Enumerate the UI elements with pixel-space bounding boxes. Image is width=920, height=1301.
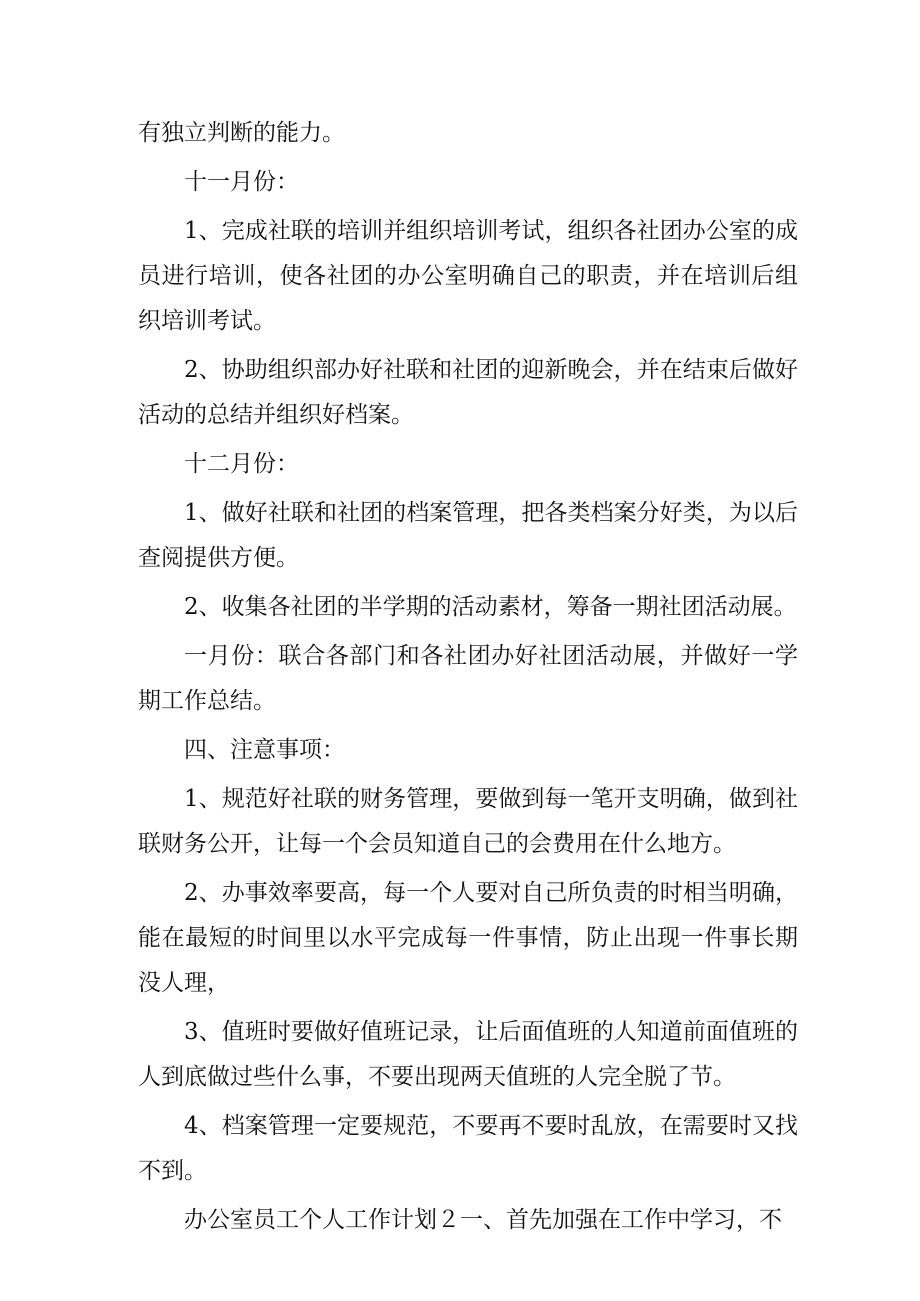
section-heading-notes: 四、注意事项： [184,737,345,763]
paragraph-notes-item-4: 4、档案管理一定要规范，不要再不要时乱放，在需要时又找不到。 [138,1113,798,1184]
paragraph-november-item-1: 1、完成社联的培训并组织培训考试，组织各社团办公室的成员进行培训，使各社团的办公室明确自己的职责，并在培训后组织培训考试。 [138,218,798,334]
paragraph-plan-2-start: 办公室员工个人工作计划２一、首先加强在工作中学习，不 [184,1207,782,1233]
paragraph-january: 一月份：联合各部门和各社团办好社团活动展，并做好一学期工作总结。 [138,643,798,714]
section-heading-november: 十一月份： [184,169,299,195]
paragraph-november-item-2: 2、协助组织部办好社联和社团的迎新晚会，并在结束后做好活动的总结并组织好档案。 [138,357,798,428]
paragraph-continuation: 有独立判断的能力。 [138,120,345,146]
paragraph-notes-item-2: 2、办事效率要高，每一个人要对自己所负责的时相当明确，能在最短的时间里以水平完成每一件事情，防止出现一件事长期没人理， [138,880,798,996]
paragraph-notes-item-3: 3、值班时要做好值班记录，让后面值班的人知道前面值班的人到底做过些什么事，不要出现两天值班的人完全脱了节。 [138,1019,798,1090]
paragraph-notes-item-1: 1、规范好社联的财务管理，要做到每一笔开支明确，做到社联财务公开，让每一个会员知道自己的会费用在什么地方。 [138,786,798,857]
section-heading-december: 十二月份： [184,451,299,477]
document-body [138,111,798,1247]
paragraph-december-item-2: 2、收集各社团的半学期的活动素材，筹备一期社团活动展。 [184,594,797,620]
paragraph-december-item-1: 1、做好社联和社团的档案管理，把各类档案分好类，为以后查阅提供方便。 [138,500,798,571]
